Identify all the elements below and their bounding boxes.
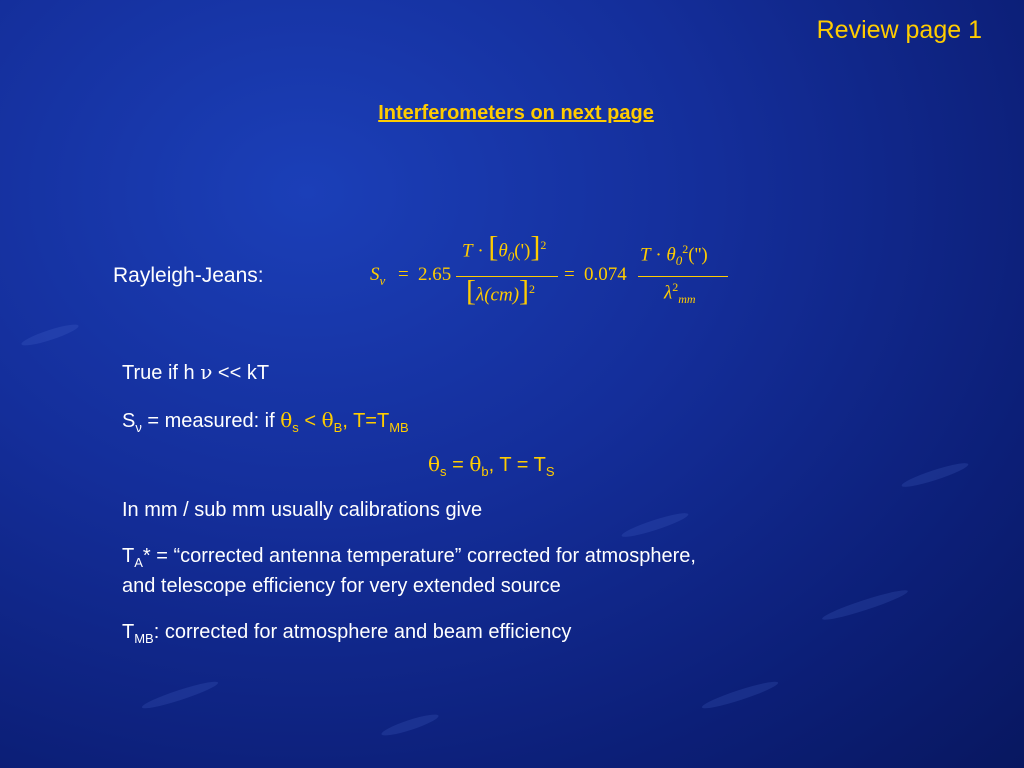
formula-num2-theta: θ [666, 244, 676, 266]
formula-num2-dot: · [655, 244, 662, 266]
bg-streak [380, 711, 440, 739]
slide-title: Review page 1 [816, 16, 982, 44]
next-page-link[interactable]: Interferometers on next page [378, 102, 654, 124]
line-tmb: $T_{MB}$: corrected for atmosphere and beam efficiency [122, 621, 572, 646]
formula-num1-T: T [462, 240, 473, 262]
formula-num2-theta-sub: 0 [675, 253, 683, 269]
formula-den1: λ(cm) [476, 284, 520, 306]
formula-num2-pow: 2 [682, 242, 689, 256]
bg-streak [620, 509, 690, 540]
line-calibrations: In mm / sub mm usually calibrations give [122, 499, 483, 521]
rayleigh-jeans-label: Rayleigh-Jeans: [113, 264, 264, 287]
formula-num1-theta: θ [498, 240, 508, 262]
rayleigh-jeans-formula: $S_\nu$ = 2.65 $T \cdot [\theta_0(')]^2$ $[\lambda(cm)]^2$ = 0.074 $T \cdot \theta_0^2('')$ $\lambda^2_{mm}$ [366, 228, 736, 318]
formula-coef2: 0.074 [584, 264, 627, 285]
formula-eq1: = [398, 264, 409, 285]
formula-num2-unit: ('') [688, 244, 708, 266]
bg-streak [821, 586, 910, 623]
formula-den2-pow: 2 [672, 280, 679, 294]
line-ta-star: $T_A*$ = “corrected antenna temperature” corrected for atmosphere, [122, 545, 696, 570]
formula-eq2: = [564, 264, 575, 285]
formula-lhs-sub: ν [379, 272, 386, 288]
formula-num1-unit: (') [514, 240, 531, 262]
formula-num1-theta-sub: 0 [507, 249, 515, 265]
bg-streak [900, 459, 970, 490]
line-rayleigh-condition: True if h ν << kT [122, 360, 270, 384]
line-telescope-efficiency: and telescope efficiency for very extended source [122, 575, 561, 597]
bg-streak [700, 678, 779, 712]
bg-streak [140, 678, 219, 712]
fraction-bar-2 [638, 276, 728, 277]
bg-streak [20, 321, 80, 349]
formula-den2-sub: mm [678, 292, 696, 307]
formula-den2: λ [664, 282, 673, 304]
line-measured: $S_\nu$ = measured: if $\theta_s < \theta_B$, $T=T_{MB}$ [122, 408, 409, 435]
formula-num2-T: T [640, 244, 651, 266]
line-equal-sizes: $\theta_s = \theta_b$, $T = T_S$ [428, 452, 555, 479]
formula-den1-pow: 2 [529, 282, 536, 296]
formula-coef1: 2.65 [418, 264, 452, 285]
formula-num1-pow: 2 [540, 238, 547, 252]
formula-num1-dot: · [477, 240, 484, 262]
formula-lhs: S [370, 264, 380, 285]
